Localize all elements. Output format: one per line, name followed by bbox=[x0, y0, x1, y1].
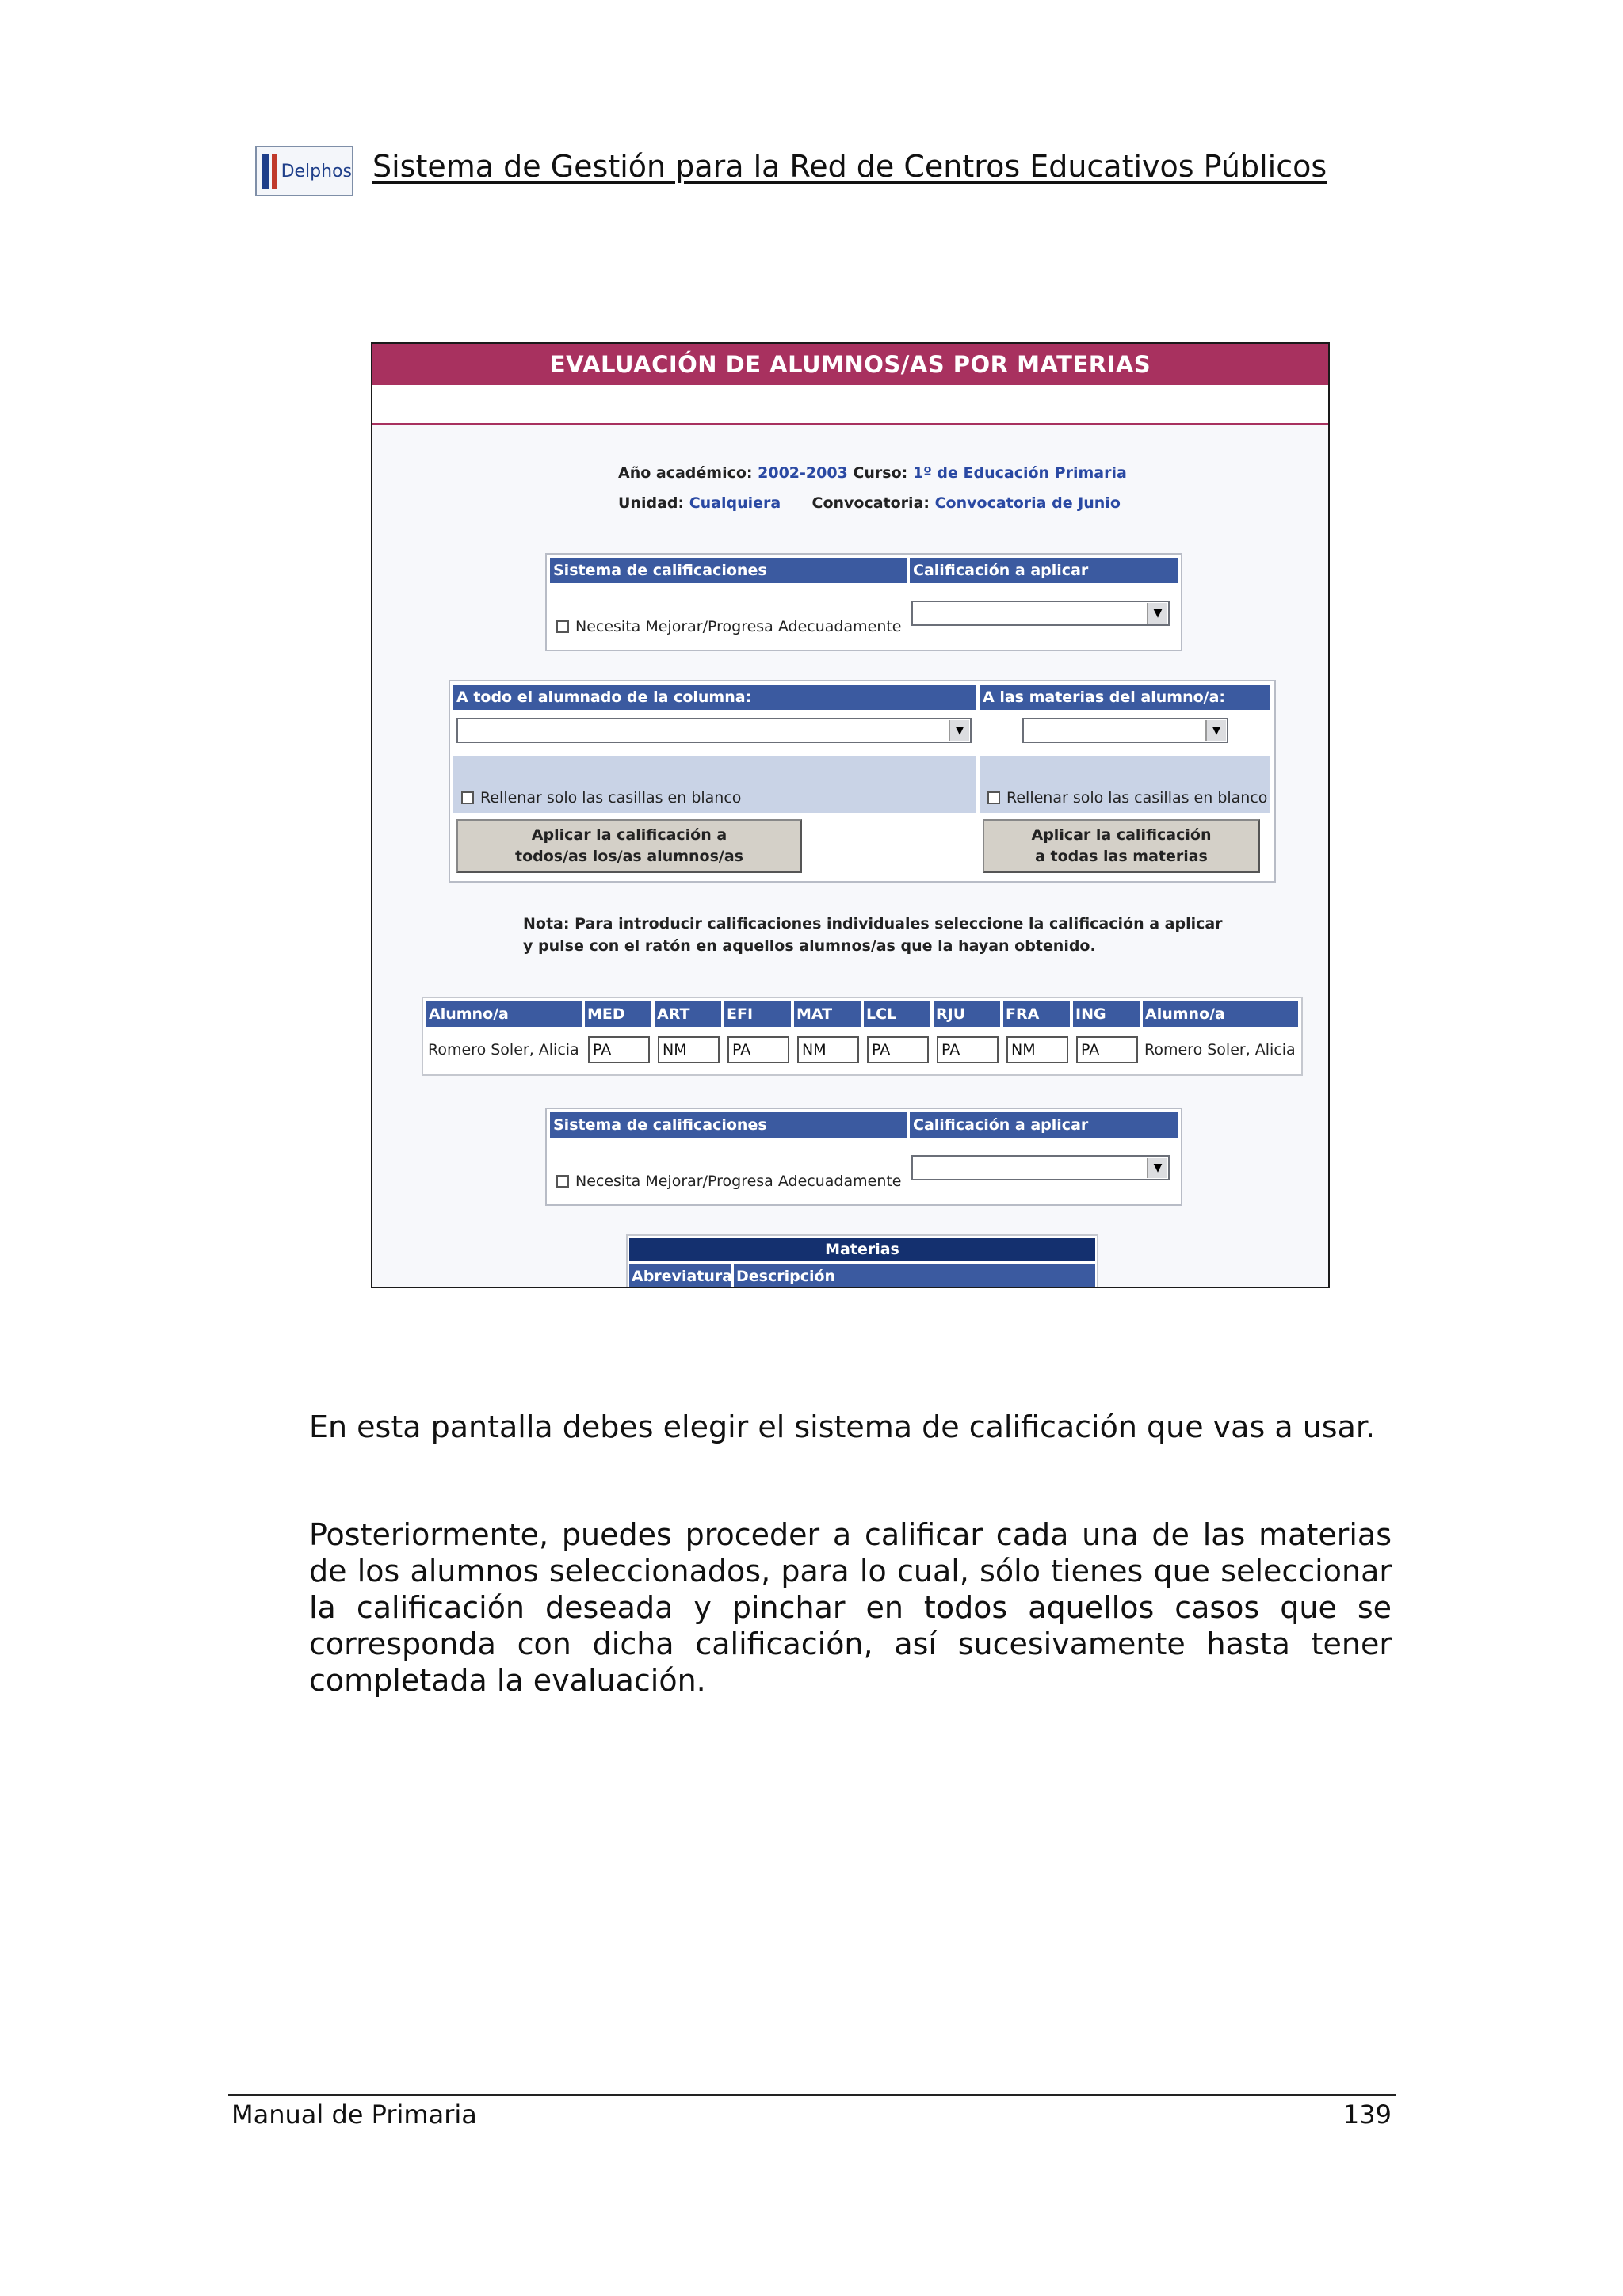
footer-rule bbox=[228, 2094, 1396, 2096]
calification-panel-top bbox=[545, 553, 1182, 651]
materias-title: Materias bbox=[629, 1238, 1095, 1261]
aplicar-header: Calificación a aplicar bbox=[910, 1112, 1178, 1138]
convocatoria-value: Convocatoria de Junio bbox=[934, 494, 1121, 512]
column-fill-blank-option[interactable] bbox=[461, 789, 741, 807]
anio-label: Año académico: bbox=[618, 464, 753, 482]
column-header: A todo el alumnado de la columna: bbox=[453, 685, 976, 710]
student-name-right: Romero Soler, Alicia bbox=[1144, 1041, 1296, 1058]
academic-info-row-2 bbox=[618, 494, 1121, 512]
materias-col-abreviatura: Abreviatura bbox=[629, 1264, 731, 1288]
grades-col-header: LCL bbox=[864, 1001, 930, 1027]
grade-cell-ing[interactable]: PA bbox=[1076, 1036, 1138, 1063]
grades-col-header: MAT bbox=[794, 1001, 861, 1027]
footer-manual-title: Manual de Primaria bbox=[231, 2100, 477, 2130]
grades-col-header: FRA bbox=[1003, 1001, 1070, 1027]
chevron-down-icon[interactable]: ▼ bbox=[1147, 603, 1167, 624]
document-header-title: Sistema de Gestión para la Red de Centros Educativos Públicos bbox=[372, 149, 1327, 184]
grades-col-header: Alumno/a bbox=[426, 1001, 582, 1027]
column-fill-blank-label: Rellenar solo las casillas en blanco bbox=[480, 789, 742, 807]
title-band bbox=[372, 385, 1328, 425]
nm-pa-checkbox[interactable] bbox=[556, 620, 569, 633]
grades-table bbox=[422, 997, 1303, 1076]
logo-accent-icon bbox=[272, 154, 276, 189]
materias-table bbox=[626, 1234, 1098, 1288]
aplicar-header: Calificación a aplicar bbox=[910, 558, 1178, 583]
nm-pa-option[interactable] bbox=[556, 618, 902, 635]
academic-info-row-1 bbox=[618, 464, 1127, 482]
body-paragraph-2: Posteriormente, puedes proceder a calificar cada una de las materias de los alumnos seleccionados, para lo cual, sólo tienes que seleccionar la calificación deseada y pinchar en todos aquellos casos que se corresponda con dicha calificación, así sucesivamente hasta tener completada la evaluación. bbox=[309, 1517, 1392, 1698]
note-line-1: Nota: Para introducir calificaciones individuales seleccione la calificación a aplicar bbox=[523, 915, 1223, 933]
curso-value: 1º de Educación Primaria bbox=[912, 464, 1127, 482]
note-text bbox=[523, 913, 1223, 957]
grade-cell-lcl[interactable]: PA bbox=[867, 1036, 929, 1063]
grade-cell-mat[interactable]: NM bbox=[797, 1036, 859, 1063]
sistema-header: Sistema de calificaciones bbox=[550, 1112, 907, 1138]
nm-pa-label: Necesita Mejorar/Progresa Adecuadamente bbox=[575, 618, 902, 635]
grades-col-header: ING bbox=[1073, 1001, 1140, 1027]
grades-header-row bbox=[426, 1001, 1298, 1027]
student-header: A las materias del alumno/a: bbox=[980, 685, 1270, 710]
table-row bbox=[426, 1033, 1298, 1068]
anio-value: 2002-2003 bbox=[758, 464, 848, 482]
chevron-down-icon[interactable]: ▼ bbox=[1147, 1158, 1167, 1178]
grades-col-header: MED bbox=[585, 1001, 651, 1027]
student-fill-blank-label: Rellenar solo las casillas en blanco bbox=[1006, 789, 1268, 807]
evaluation-screenshot bbox=[371, 342, 1330, 1288]
grade-cell-rju[interactable]: PA bbox=[937, 1036, 999, 1063]
calification-select[interactable] bbox=[911, 1155, 1170, 1180]
logo-text: Delphos bbox=[281, 161, 352, 181]
apply-all-subjects-button[interactable]: Aplicar la calificación a todas las materias bbox=[983, 819, 1260, 873]
convocatoria-label: Convocatoria: bbox=[812, 494, 930, 512]
grade-cell-art[interactable]: NM bbox=[658, 1036, 720, 1063]
curso-label: Curso: bbox=[853, 464, 908, 482]
logo-column-icon bbox=[262, 154, 269, 189]
page-number: 139 bbox=[1342, 2100, 1392, 2130]
materias-col-descripcion: Descripción bbox=[734, 1264, 1095, 1288]
body-paragraph-1: En esta pantalla debes elegir el sistema de calificación que vas a usar. bbox=[309, 1409, 1376, 1444]
nm-pa-option[interactable] bbox=[556, 1173, 902, 1190]
student-fill-blank-option[interactable] bbox=[987, 789, 1267, 807]
chevron-down-icon[interactable]: ▼ bbox=[949, 720, 969, 741]
grades-col-header: EFI bbox=[724, 1001, 791, 1027]
student-select[interactable] bbox=[1022, 718, 1228, 743]
calification-select[interactable] bbox=[911, 601, 1170, 626]
screen-title: EVALUACIÓN DE ALUMNOS/AS POR MATERIAS bbox=[372, 344, 1328, 385]
grades-col-header: Alumno/a bbox=[1143, 1001, 1298, 1027]
grade-cell-efi[interactable]: PA bbox=[727, 1036, 789, 1063]
grade-cell-med[interactable]: PA bbox=[588, 1036, 650, 1063]
nm-pa-label: Necesita Mejorar/Progresa Adecuadamente bbox=[575, 1173, 902, 1190]
calification-panel-bottom bbox=[545, 1108, 1182, 1206]
student-name: Romero Soler, Alicia bbox=[428, 1041, 579, 1058]
apply-all-students-button[interactable]: Aplicar la calificación a todos/as los/as alumnos/as bbox=[456, 819, 802, 873]
student-fill-blank-checkbox[interactable] bbox=[987, 791, 1000, 804]
grades-col-header: ART bbox=[655, 1001, 721, 1027]
unidad-value: Cualquiera bbox=[689, 494, 781, 512]
grade-cell-fra[interactable]: NM bbox=[1006, 1036, 1068, 1063]
bulk-apply-panel bbox=[449, 680, 1276, 883]
sistema-header: Sistema de calificaciones bbox=[550, 558, 907, 583]
column-fill-blank-checkbox[interactable] bbox=[461, 791, 474, 804]
grades-col-header: RJU bbox=[934, 1001, 1000, 1027]
note-line-2: y pulse con el ratón en aquellos alumnos/as que la hayan obtenido. bbox=[523, 937, 1096, 955]
nm-pa-checkbox[interactable] bbox=[556, 1175, 569, 1188]
delphos-logo bbox=[255, 146, 353, 196]
unidad-label: Unidad: bbox=[618, 494, 685, 512]
column-select[interactable] bbox=[456, 718, 972, 743]
chevron-down-icon[interactable]: ▼ bbox=[1205, 720, 1226, 741]
